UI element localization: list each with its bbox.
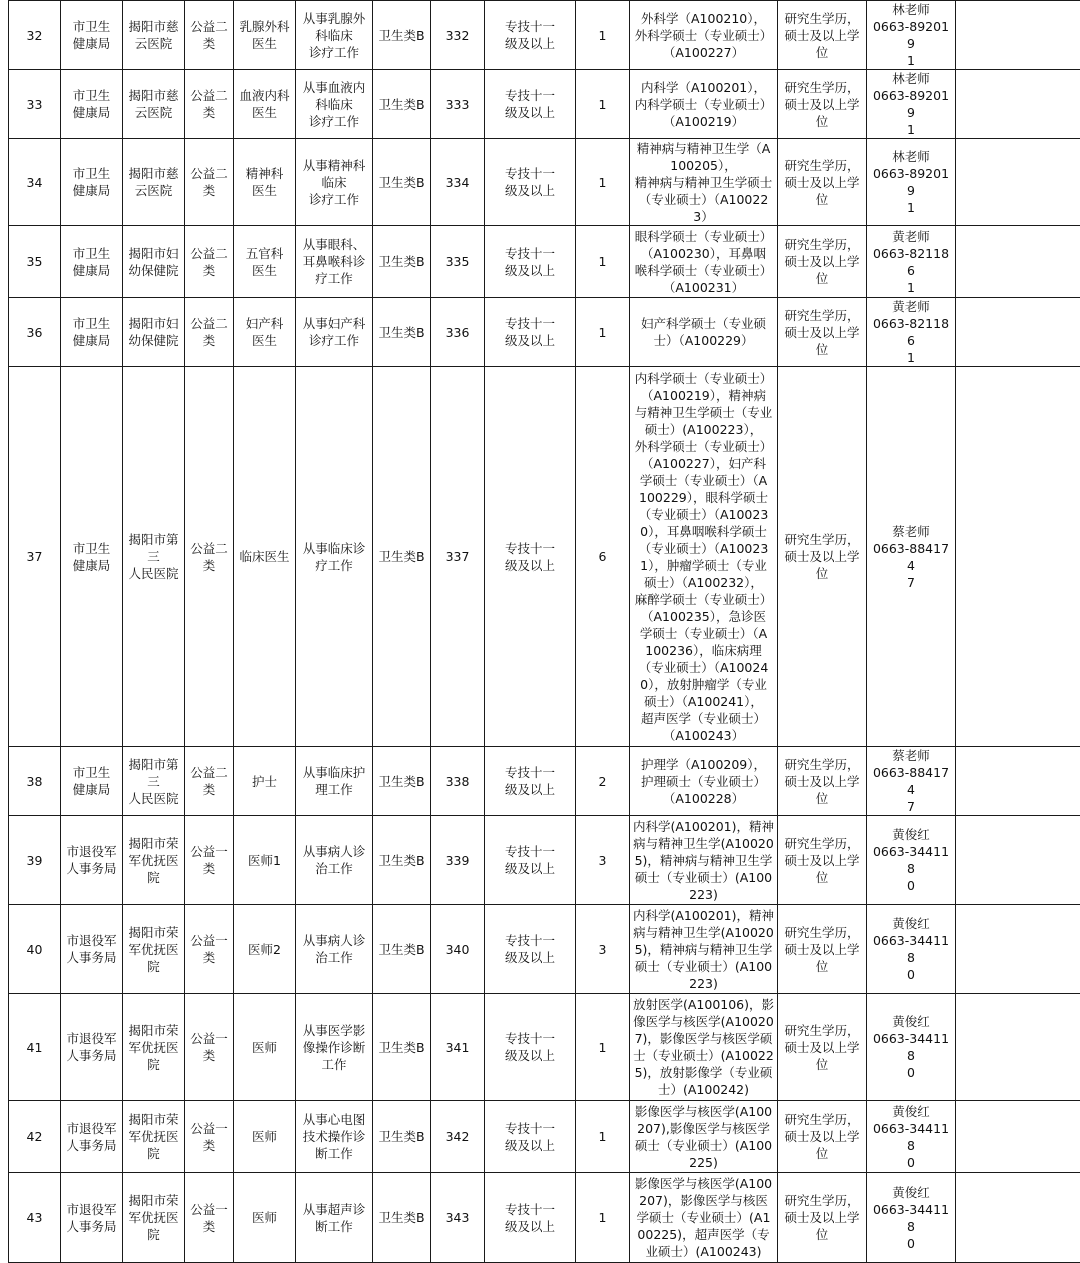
major-requirement-cell: 外科学（A100210）， 外科学硕士（专业硕士） （A100227）	[630, 1, 778, 70]
row-number: 39	[9, 816, 61, 905]
contact-cell: 黄俊红 0663-344118 0	[867, 1101, 956, 1173]
headcount-cell: 1	[576, 70, 630, 139]
employer-cell: 揭阳市荣 军优抚医 院	[123, 1173, 185, 1263]
education-requirement-cell: 研究生学历， 硕士及以上学 位	[778, 747, 867, 816]
employer-cell: 揭阳市第 三 人民医院	[123, 367, 185, 747]
empty-cell	[956, 1, 1080, 70]
exam-category-cell: 卫生类B	[373, 994, 431, 1101]
post-code-cell: 336	[431, 298, 485, 367]
post-duty-cell: 从事病人诊 治工作	[296, 905, 373, 994]
major-requirement-cell: 放射医学(A100106)，影 像医学与核医学(A10020 7)，影像医学与核医学硕 士（专业硕士）(A10022 5)，放射影像学（专业硕 士）(A100242)	[630, 994, 778, 1101]
empty-cell	[956, 994, 1080, 1101]
empty-cell	[956, 367, 1080, 747]
major-requirement-cell: 影像医学与核医学(A100 207)，影像医学与核医 学硕士（专业硕士）(A1 00225)，超声医学（专 业硕士）(A100243)	[630, 1173, 778, 1263]
post-level-cell: 专技十一 级及以上	[485, 1173, 576, 1263]
contact-cell: 黄俊红 0663-344118 0	[867, 905, 956, 994]
post-level-cell: 专技十一 级及以上	[485, 367, 576, 747]
department-cell: 市退役军 人事务局	[61, 1173, 123, 1263]
unit-category-cell: 公益二 类	[185, 747, 234, 816]
empty-cell	[956, 139, 1080, 226]
empty-cell	[956, 1101, 1080, 1173]
exam-category-cell: 卫生类B	[373, 1101, 431, 1173]
post-level-cell: 专技十一 级及以上	[485, 1101, 576, 1173]
contact-cell: 林老师 0663-892019 1	[867, 139, 956, 226]
unit-category-cell: 公益一 类	[185, 816, 234, 905]
headcount-cell: 1	[576, 298, 630, 367]
post-name-cell: 医师	[234, 994, 296, 1101]
employer-cell: 揭阳市慈 云医院	[123, 70, 185, 139]
row-number: 43	[9, 1173, 61, 1263]
contact-cell: 蔡老师 0663-884174 7	[867, 367, 956, 747]
exam-category-cell: 卫生类B	[373, 747, 431, 816]
post-duty-cell: 从事精神科 临床 诊疗工作	[296, 139, 373, 226]
major-requirement-cell: 眼科学硕士（专业硕士） （A100230），耳鼻咽 喉科学硕士（专业硕士） （A100231）	[630, 226, 778, 298]
contact-cell: 黄俊红 0663-344118 0	[867, 1173, 956, 1263]
row-number: 35	[9, 226, 61, 298]
headcount-cell: 3	[576, 816, 630, 905]
exam-category-cell: 卫生类B	[373, 1173, 431, 1263]
table-row	[9, 905, 1080, 994]
post-code-cell: 342	[431, 1101, 485, 1173]
post-code-cell: 339	[431, 816, 485, 905]
post-code-cell: 341	[431, 994, 485, 1101]
post-level-cell: 专技十一 级及以上	[485, 226, 576, 298]
employer-cell: 揭阳市荣 军优抚医 院	[123, 816, 185, 905]
exam-category-cell: 卫生类B	[373, 1, 431, 70]
contact-cell: 林老师 0663-892019 1	[867, 1, 956, 70]
headcount-cell: 6	[576, 367, 630, 747]
post-name-cell: 护士	[234, 747, 296, 816]
major-requirement-cell: 内科学硕士（专业硕士） （A100219），精神病 与精神卫生学硕士（专业 硕士）(A100223）， 外科学硕士（专业硕士） （A100227），妇产科 学硕士（专业硕士）（A 100229），眼科学硕士 （专业硕士）（A10023 0），耳鼻咽喉科学硕士 （专业硕士）（A10023 1），肿瘤学硕士（专业 硕士）（A100232）， 麻醉学硕士（专业硕士） （A100235），急诊医 学硕士（专业硕士）（A 100236），临床病理 （专业硕士）（A10024 0），放射肿瘤学（专业 硕士）（A100241）， 超声医学（专业硕士） （A100243）	[630, 367, 778, 747]
headcount-cell: 1	[576, 994, 630, 1101]
headcount-cell: 2	[576, 747, 630, 816]
post-code-cell: 334	[431, 139, 485, 226]
department-cell: 市卫生 健康局	[61, 226, 123, 298]
post-code-cell: 337	[431, 367, 485, 747]
major-requirement-cell: 妇产科学硕士（专业硕 士）（A100229）	[630, 298, 778, 367]
empty-cell	[956, 298, 1080, 367]
empty-cell	[956, 1173, 1080, 1263]
row-number: 36	[9, 298, 61, 367]
major-requirement-cell: 内科学(A100201)，精神 病与精神卫生学(A10020 5)，精神病与精神卫生学 硕士（专业硕士）(A100 223)	[630, 905, 778, 994]
headcount-cell: 1	[576, 139, 630, 226]
department-cell: 市退役军 人事务局	[61, 816, 123, 905]
education-requirement-cell: 研究生学历， 硕士及以上学 位	[778, 226, 867, 298]
exam-category-cell: 卫生类B	[373, 816, 431, 905]
table-row	[9, 1173, 1080, 1263]
table-row	[9, 298, 1080, 367]
post-level-cell: 专技十一 级及以上	[485, 139, 576, 226]
post-level-cell: 专技十一 级及以上	[485, 994, 576, 1101]
department-cell: 市卫生 健康局	[61, 747, 123, 816]
post-name-cell: 精神科 医生	[234, 139, 296, 226]
education-requirement-cell: 研究生学历， 硕士及以上学 位	[778, 139, 867, 226]
education-requirement-cell: 研究生学历， 硕士及以上学 位	[778, 1101, 867, 1173]
table-row	[9, 1, 1080, 70]
post-level-cell: 专技十一 级及以上	[485, 747, 576, 816]
post-code-cell: 343	[431, 1173, 485, 1263]
unit-category-cell: 公益二 类	[185, 139, 234, 226]
post-duty-cell: 从事临床护 理工作	[296, 747, 373, 816]
table-row	[9, 70, 1080, 139]
major-requirement-cell: 内科学（A100201）， 内科学硕士（专业硕士） （A100219）	[630, 70, 778, 139]
post-duty-cell: 从事病人诊 治工作	[296, 816, 373, 905]
education-requirement-cell: 研究生学历， 硕士及以上学 位	[778, 905, 867, 994]
post-level-cell: 专技十一 级及以上	[485, 905, 576, 994]
post-name-cell: 医师	[234, 1173, 296, 1263]
education-requirement-cell: 研究生学历， 硕士及以上学 位	[778, 367, 867, 747]
post-name-cell: 妇产科 医生	[234, 298, 296, 367]
table-row	[9, 747, 1080, 816]
empty-cell	[956, 816, 1080, 905]
post-code-cell: 335	[431, 226, 485, 298]
post-duty-cell: 从事妇产科 诊疗工作	[296, 298, 373, 367]
unit-category-cell: 公益一 类	[185, 905, 234, 994]
post-name-cell: 血液内科 医生	[234, 70, 296, 139]
major-requirement-cell: 护理学（A100209）， 护理硕士（专业硕士） （A100228）	[630, 747, 778, 816]
department-cell: 市卫生 健康局	[61, 139, 123, 226]
headcount-cell: 1	[576, 1101, 630, 1173]
employer-cell: 揭阳市慈 云医院	[123, 139, 185, 226]
post-code-cell: 333	[431, 70, 485, 139]
department-cell: 市卫生 健康局	[61, 70, 123, 139]
contact-cell: 林老师 0663-892019 1	[867, 70, 956, 139]
headcount-cell: 1	[576, 1, 630, 70]
employer-cell: 揭阳市慈 云医院	[123, 1, 185, 70]
contact-cell: 黄俊红 0663-344118 0	[867, 994, 956, 1101]
post-name-cell: 医师	[234, 1101, 296, 1173]
unit-category-cell: 公益二 类	[185, 367, 234, 747]
post-name-cell: 医师1	[234, 816, 296, 905]
contact-cell: 蔡老师 0663-884174 7	[867, 747, 956, 816]
education-requirement-cell: 研究生学历， 硕士及以上学 位	[778, 298, 867, 367]
employer-cell: 揭阳市妇 幼保健院	[123, 298, 185, 367]
employer-cell: 揭阳市妇 幼保健院	[123, 226, 185, 298]
unit-category-cell: 公益一 类	[185, 1101, 234, 1173]
row-number: 38	[9, 747, 61, 816]
headcount-cell: 1	[576, 226, 630, 298]
education-requirement-cell: 研究生学历， 硕士及以上学 位	[778, 994, 867, 1101]
empty-cell	[956, 747, 1080, 816]
post-name-cell: 五官科 医生	[234, 226, 296, 298]
row-number: 34	[9, 139, 61, 226]
major-requirement-cell: 内科学(A100201)，精神 病与精神卫生学(A10020 5)，精神病与精神卫生学 硕士（专业硕士）(A100 223)	[630, 816, 778, 905]
table-row	[9, 139, 1080, 226]
post-duty-cell: 从事临床诊 疗工作	[296, 367, 373, 747]
post-level-cell: 专技十一 级及以上	[485, 816, 576, 905]
post-code-cell: 340	[431, 905, 485, 994]
unit-category-cell: 公益二 类	[185, 298, 234, 367]
employer-cell: 揭阳市荣 军优抚医 院	[123, 994, 185, 1101]
department-cell: 市卫生 健康局	[61, 1, 123, 70]
row-number: 40	[9, 905, 61, 994]
contact-cell: 黄老师 0663-821186 1	[867, 226, 956, 298]
post-duty-cell: 从事超声诊 断工作	[296, 1173, 373, 1263]
post-name-cell: 临床医生	[234, 367, 296, 747]
post-name-cell: 医师2	[234, 905, 296, 994]
row-number: 33	[9, 70, 61, 139]
unit-category-cell: 公益一 类	[185, 1173, 234, 1263]
department-cell: 市退役军 人事务局	[61, 994, 123, 1101]
row-number: 41	[9, 994, 61, 1101]
post-code-cell: 332	[431, 1, 485, 70]
department-cell: 市退役军 人事务局	[61, 1101, 123, 1173]
post-name-cell: 乳腺外科 医生	[234, 1, 296, 70]
education-requirement-cell: 研究生学历， 硕士及以上学 位	[778, 1173, 867, 1263]
major-requirement-cell: 影像医学与核医学(A100 207),影像医学与核医学 硕士（专业硕士）(A100 225)	[630, 1101, 778, 1173]
table-row	[9, 994, 1080, 1101]
education-requirement-cell: 研究生学历， 硕士及以上学 位	[778, 1, 867, 70]
exam-category-cell: 卫生类B	[373, 367, 431, 747]
exam-category-cell: 卫生类B	[373, 905, 431, 994]
department-cell: 市退役军 人事务局	[61, 905, 123, 994]
unit-category-cell: 公益二 类	[185, 1, 234, 70]
department-cell: 市卫生 健康局	[61, 367, 123, 747]
table-row	[9, 1101, 1080, 1173]
recruitment-table	[8, 0, 1080, 1263]
employer-cell: 揭阳市荣 军优抚医 院	[123, 905, 185, 994]
post-duty-cell: 从事血液内 科临床 诊疗工作	[296, 70, 373, 139]
empty-cell	[956, 905, 1080, 994]
employer-cell: 揭阳市荣 军优抚医 院	[123, 1101, 185, 1173]
headcount-cell: 1	[576, 1173, 630, 1263]
contact-cell: 黄老师 0663-821186 1	[867, 298, 956, 367]
exam-category-cell: 卫生类B	[373, 70, 431, 139]
post-level-cell: 专技十一 级及以上	[485, 298, 576, 367]
post-code-cell: 338	[431, 747, 485, 816]
post-duty-cell: 从事医学影 像操作诊断 工作	[296, 994, 373, 1101]
education-requirement-cell: 研究生学历， 硕士及以上学 位	[778, 816, 867, 905]
post-level-cell: 专技十一 级及以上	[485, 1, 576, 70]
contact-cell: 黄俊红 0663-344118 0	[867, 816, 956, 905]
table-row	[9, 816, 1080, 905]
empty-cell	[956, 226, 1080, 298]
exam-category-cell: 卫生类B	[373, 139, 431, 226]
unit-category-cell: 公益二 类	[185, 226, 234, 298]
major-requirement-cell: 精神病与精神卫生学（A 100205）， 精神病与精神卫生学硕士 （专业硕士）（A10022 3）	[630, 139, 778, 226]
exam-category-cell: 卫生类B	[373, 226, 431, 298]
table-body	[9, 1, 1080, 1263]
education-requirement-cell: 研究生学历， 硕士及以上学 位	[778, 70, 867, 139]
row-number: 42	[9, 1101, 61, 1173]
headcount-cell: 3	[576, 905, 630, 994]
table-row	[9, 367, 1080, 747]
exam-category-cell: 卫生类B	[373, 298, 431, 367]
post-duty-cell: 从事眼科、 耳鼻喉科诊 疗工作	[296, 226, 373, 298]
post-level-cell: 专技十一 级及以上	[485, 70, 576, 139]
post-duty-cell: 从事心电图 技术操作诊 断工作	[296, 1101, 373, 1173]
empty-cell	[956, 70, 1080, 139]
employer-cell: 揭阳市第 三 人民医院	[123, 747, 185, 816]
unit-category-cell: 公益二 类	[185, 70, 234, 139]
table-row	[9, 226, 1080, 298]
unit-category-cell: 公益一 类	[185, 994, 234, 1101]
row-number: 32	[9, 1, 61, 70]
department-cell: 市卫生 健康局	[61, 298, 123, 367]
row-number: 37	[9, 367, 61, 747]
post-duty-cell: 从事乳腺外 科临床 诊疗工作	[296, 1, 373, 70]
